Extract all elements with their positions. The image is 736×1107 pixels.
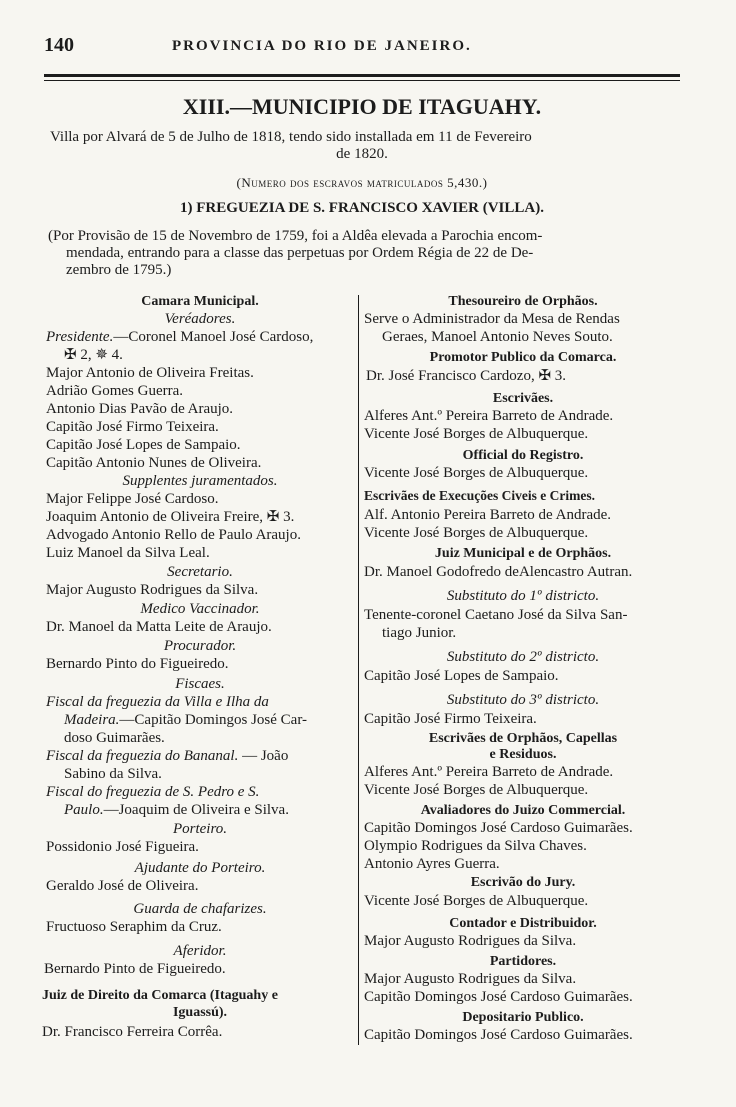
procurador-name: Bernardo Pinto do Figueiredo. <box>46 656 229 672</box>
fiscal-1-cont: doso Guimarães. <box>64 730 165 746</box>
avaliador-3: Antonio Ayres Guerra. <box>364 856 500 872</box>
juiz-municipal-heading: Juiz Municipal e de Orphãos. <box>434 546 612 561</box>
fiscal-3-label: Fiscal do freguezia de S. Pedro e S. <box>46 784 260 800</box>
jury-heading: Escrivão do Jury. <box>470 875 576 890</box>
supplente-3: Advogado Antonio Rello de Paulo Araujo. <box>46 527 301 543</box>
orphaos-2: Vicente José Borges de Albuquerque. <box>364 782 589 798</box>
fiscal-2-line <box>46 748 288 765</box>
execucoes-heading: Escrivães de Execuções Civeis e Crimes. <box>364 488 595 503</box>
fiscal-2-text: — João <box>238 748 289 764</box>
vereador-1: Major Antonio de Oliveira Freitas. <box>46 365 254 381</box>
escrivao-2: Vicente José Borges de Albuquerque. <box>364 426 589 442</box>
header-rule-thick <box>44 74 680 77</box>
depositario-name: Capitão Domingos José Cardoso Guimarães. <box>364 1027 633 1043</box>
provisao-line-1: (Por Provisão de 15 de Novembro de 1759, foi a Aldêa elevada a Parochia encom- <box>48 228 543 244</box>
substituto-1-line-2: tiago Junior. <box>382 625 457 641</box>
promotor-heading: Promotor Publico da Comarca. <box>429 350 617 365</box>
fiscal-1-line <box>64 712 307 729</box>
thesoureiro-line-1: Serve o Administrador da Mesa de Rendas <box>364 311 620 327</box>
freguezia-title: 1) FREGUEZIA DE S. FRANCISCO XAVIER (VILLA). <box>180 200 544 216</box>
substituto-1-line-1: Tenente-coronel Caetano José da Silva San- <box>364 607 628 623</box>
vereador-5: Capitão José Lopes de Sampaio. <box>46 437 241 453</box>
thesoureiro-line-2: Geraes, Manoel Antonio Neves Souto. <box>382 329 613 345</box>
provisao-line-3: zembro de 1795.) <box>66 262 172 278</box>
aferidor-name: Bernardo Pinto de Figueiredo. <box>44 961 226 977</box>
supplente-2: Joaquim Antonio de Oliveira Freire, ✠ 3. <box>46 509 295 525</box>
procurador-heading: Procurador. <box>163 638 237 654</box>
fiscal-2-cont: Sabino da Silva. <box>64 766 162 782</box>
guarda-name: Fructuoso Seraphim da Cruz. <box>46 919 222 935</box>
juiz-direito-heading-2: Iguassú). <box>172 1005 228 1020</box>
fiscal-2-label: Fiscal da freguezia do Bananal. <box>46 748 239 764</box>
running-title: PROVINCIA DO RIO DE JANEIRO. <box>172 38 472 54</box>
fiscaes-heading: Fiscaes. <box>175 676 225 692</box>
fiscal-1-label: Fiscal da freguezia da Villa e Ilha da <box>46 694 269 710</box>
fiscal-1-text: —Capitão Domingos José Car- <box>119 712 308 728</box>
official-heading: Official do Registro. <box>462 448 584 463</box>
escrivao-1: Alferes Ant.º Pereira Barreto de Andrade. <box>364 408 614 424</box>
column-separator <box>358 295 359 1045</box>
vereadores-heading: Veréadores. <box>164 311 236 327</box>
medico-heading: Medico Vaccinador. <box>140 601 260 617</box>
partidor-1: Major Augusto Rodrigues da Silva. <box>364 971 577 987</box>
supplentes-heading: Supplentes juramentados. <box>122 473 278 489</box>
presidente-text: —Coronel Manoel José Cardoso, <box>113 329 314 345</box>
jury-name: Vicente José Borges de Albuquerque. <box>364 893 589 909</box>
ajudante-heading: Ajudante do Porteiro. <box>134 860 266 876</box>
guarda-heading: Guarda de chafarizes. <box>133 901 267 917</box>
presidente-decorations: ✠ 2, ✵ 4. <box>64 347 123 363</box>
porteiro-heading: Porteiro. <box>172 821 228 837</box>
slaves-count-line: (Numero dos escravos matriculados 5,430.) <box>236 175 488 190</box>
fiscal-3-text: —Joaquim de Oliveira e Silva. <box>103 802 289 818</box>
supplente-1: Major Felippe José Cardoso. <box>46 491 219 507</box>
juiz-direito-name: Dr. Francisco Ferreira Corrêa. <box>42 1024 223 1040</box>
avaliador-2: Olympio Rodrigues da Silva Chaves. <box>364 838 587 854</box>
orphaos-heading: Escrivães de Orphãos, Capellas <box>428 731 618 746</box>
porteiro-name: Possidonio José Figueira. <box>46 839 199 855</box>
depositario-heading: Depositario Publico. <box>462 1010 584 1025</box>
substituto-1-heading: Substituto do 1º districto. <box>446 588 600 604</box>
avaliador-1: Capitão Domingos José Cardoso Guimarães. <box>364 820 633 836</box>
official-name: Vicente José Borges de Albuquerque. <box>364 465 589 481</box>
camara-heading: Camara Municipal. <box>141 294 259 309</box>
execucoes-2: Vicente José Borges de Albuquerque. <box>364 525 589 541</box>
presidente-label: Presidente. <box>46 329 114 345</box>
substituto-3-heading: Substituto do 3º districto. <box>446 692 600 708</box>
supplente-4: Luiz Manoel da Silva Leal. <box>46 545 210 561</box>
intro-line-1: Villa por Alvará de 5 de Julho de 1818, tendo sido installada em 11 de Fevereiro <box>50 129 532 145</box>
provisao-line-2: mendada, entrando para a classe das perpetuas por Ordem Régia de 22 de De- <box>66 245 534 261</box>
vereador-6: Capitão Antonio Nunes de Oliveira. <box>46 455 262 471</box>
substituto-3-name: Capitão José Firmo Teixeira. <box>364 711 537 727</box>
orphaos-heading-2: e Residuos. <box>489 747 557 762</box>
substituto-2-name: Capitão José Lopes de Sampaio. <box>364 668 559 684</box>
partidor-2: Capitão Domingos José Cardoso Guimarães. <box>364 989 633 1005</box>
vereador-4: Capitão José Firmo Teixeira. <box>46 419 219 435</box>
vereador-3: Antonio Dias Pavão de Araujo. <box>46 401 234 417</box>
medico-name: Dr. Manoel da Matta Leite de Araujo. <box>46 619 272 635</box>
secretario-heading: Secretario. <box>167 564 233 580</box>
header-rule-thin <box>44 80 680 81</box>
juiz-municipal-name: Dr. Manoel Godofredo deAlencastro Autran. <box>364 564 633 580</box>
intro-line-2: de 1820. <box>336 146 388 162</box>
fiscal-3-line <box>64 802 289 819</box>
partidores-heading: Partidores. <box>489 954 557 969</box>
contador-heading: Contador e Distribuidor. <box>449 916 597 931</box>
presidente-line <box>46 329 313 346</box>
escrivaes-heading: Escrivães. <box>492 391 554 406</box>
substituto-2-heading: Substituto do 2º districto. <box>446 649 600 665</box>
secretario-name: Major Augusto Rodrigues da Silva. <box>46 582 259 598</box>
promotor-name: Dr. José Francisco Cardozo, ✠ 3. <box>366 368 567 384</box>
ajudante-name: Geraldo José de Oliveira. <box>46 878 199 894</box>
page-number: 140 <box>44 34 74 56</box>
aferidor-heading: Aferidor. <box>173 943 227 959</box>
fiscal-3-label-2: Paulo. <box>64 802 104 818</box>
vereador-2: Adrião Gomes Guerra. <box>46 383 184 399</box>
avaliadores-heading: Avaliadores do Juizo Commercial. <box>420 803 626 818</box>
orphaos-1: Alferes Ant.º Pereira Barreto de Andrade. <box>364 764 614 780</box>
fiscal-1-label-2: Madeira. <box>64 712 120 728</box>
chapter-title: XIII.—MUNICIPIO DE ITAGUAHY. <box>182 94 542 119</box>
contador-name: Major Augusto Rodrigues da Silva. <box>364 933 577 949</box>
execucoes-1: Alf. Antonio Pereira Barreto de Andrade. <box>364 507 612 523</box>
juiz-direito-heading: Juiz de Direito da Comarca (Itaguahy e <box>42 988 278 1003</box>
thesoureiro-heading: Thesoureiro de Orphãos. <box>448 294 598 309</box>
